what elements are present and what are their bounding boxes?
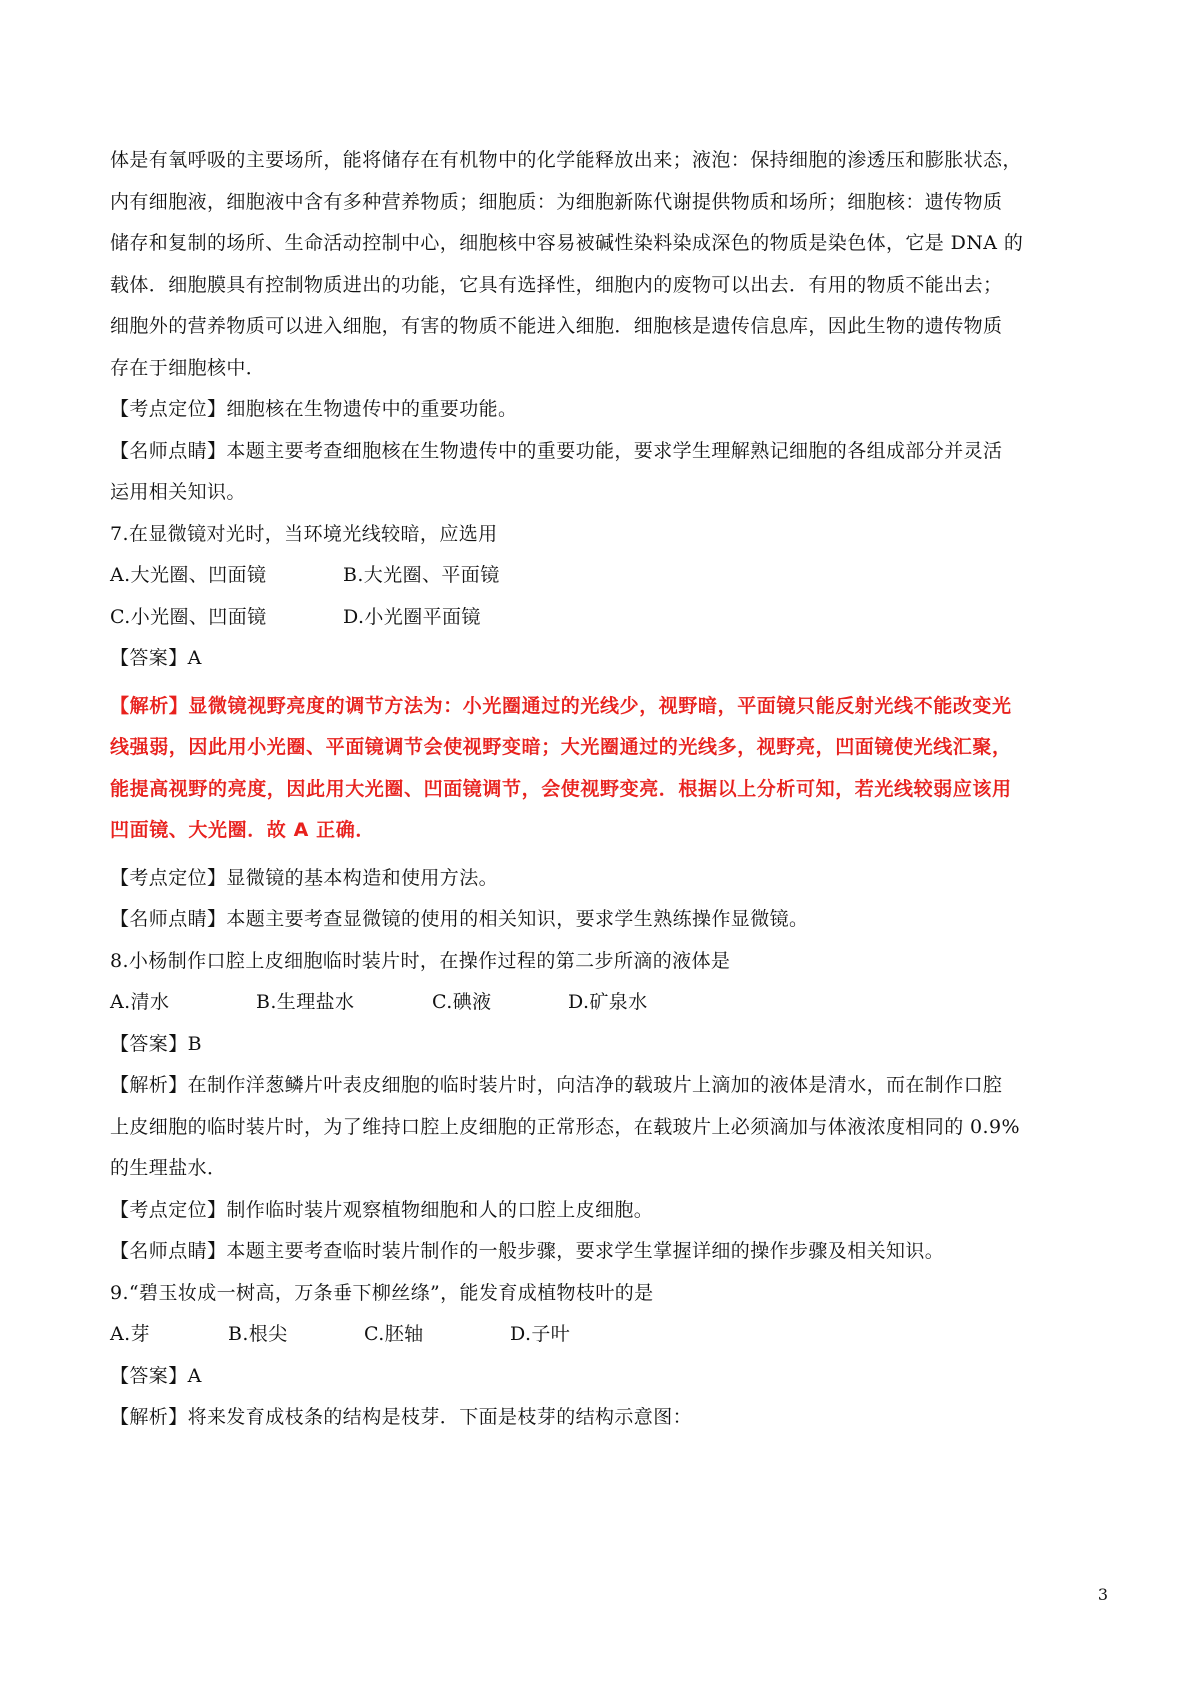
text-line: 存在于细胞核中． — [110, 356, 266, 379]
page-number: 3 — [1097, 1585, 1108, 1604]
q7-kaodian: 【考点定位】显微镜的基本构造和使用方法。 — [110, 866, 499, 889]
q8-kaodian: 【考点定位】制作临时装片观察植物细胞和人的口腔上皮细胞。 — [110, 1198, 654, 1221]
text-line: 细胞外的营养物质可以进入细胞，有害的物质不能进入细胞．细胞核是遗传信息库，因此生物的遗传物质 — [110, 315, 1003, 337]
q6-kaodian: 【考点定位】细胞核在生物遗传中的重要功能。 — [110, 398, 518, 420]
q8-options-row — [110, 982, 1100, 1024]
q9-option-c: C.胚轴 — [364, 1323, 424, 1345]
q7-option-b: B.大光圈、平面镜 — [343, 564, 500, 586]
q7-analysis-line: 【解析】显微镜视野亮度的调节方法为：小光圈通过的光线少，视野暗，平面镜只能反射光线不能改变光 — [110, 694, 1012, 717]
q7-option-a: A.大光圈、凹面镜 — [110, 564, 267, 586]
q9-options-row — [110, 1314, 1100, 1356]
q9-option-a: A.芽 — [110, 1323, 150, 1345]
q8-option-d: D.矿泉水 — [568, 991, 648, 1013]
q9-option-b: B.根尖 — [228, 1323, 288, 1345]
q8-analysis-line: 的生理盐水． — [110, 1157, 227, 1179]
q7-answer: 【答案】A — [110, 647, 202, 669]
q7-analysis — [110, 686, 1100, 852]
q7-stem: 7.在显微镜对光时，当环境光线较暗，应选用 — [110, 522, 498, 545]
q7-analysis-line: 线强弱，因此用小光圈、平面镜调节会使视野变暗；大光圈通过的光线多，视野亮，凹面镜使光线汇聚， — [110, 736, 1012, 758]
text-line: 内有细胞液，细胞液中含有多种营养物质；细胞质：为细胞新陈代谢提供物质和场所；细胞核：遗传物质 — [110, 190, 1003, 213]
q7-analysis-line: 能提高视野的亮度，因此用大光圈、凹面镜调节，会使视野变亮．根据以上分析可知，若光线较弱应该用 — [110, 777, 1012, 800]
question-9 — [110, 1273, 1100, 1439]
q9-option-d: D.子叶 — [510, 1323, 571, 1345]
text-line: 体是有氧呼吸的主要场所，能将储存在有机物中的化学能释放出来；液泡：保持细胞的渗透压和膨胀状态， — [110, 149, 1022, 171]
q9-stem: 9.“碧玉妆成一树高，万条垂下柳丝绦”，能发育成植物枝叶的是 — [110, 1281, 654, 1304]
q8-stem: 8.小杨制作口腔上皮细胞临时装片时，在操作过程的第二步所滴的液体是 — [110, 949, 731, 972]
text-line: 载体．细胞膜具有控制物质进出的功能，它具有选择性，细胞内的废物可以出去．有用的物质不能出去； — [110, 273, 1003, 296]
document-page — [110, 140, 1100, 1439]
q7-option-c: C.小光圈、凹面镜 — [110, 605, 267, 628]
q7-options-row — [110, 597, 1100, 639]
intro-paragraph — [110, 140, 1100, 389]
q7-analysis-line: 凹面镜、大光圈．故 A 正确． — [110, 819, 375, 841]
text-line: 储存和复制的场所、生命活动控制中心，细胞核中容易被碱性染料染成深色的物质是染色体，它是 DNA 的 — [110, 232, 1024, 254]
q8-analysis-line: 【解析】在制作洋葱鳞片叶表皮细胞的临时装片时，向洁净的载玻片上滴加的液体是清水，而在制作口腔 — [110, 1074, 1003, 1096]
q9-answer: 【答案】A — [110, 1364, 202, 1387]
q9-analysis: 【解析】将来发育成枝条的结构是枝芽．下面是枝芽的结构示意图： — [110, 1406, 693, 1428]
q7-option-d: D.小光圈平面镜 — [343, 605, 481, 628]
q8-answer: 【答案】B — [110, 1032, 202, 1055]
q7-options-row — [110, 555, 1100, 597]
q8-option-a: A.清水 — [110, 991, 170, 1013]
q8-option-c: C.碘液 — [432, 991, 492, 1013]
q8-mingshi: 【名师点睛】本题主要考查临时装片制作的一般步骤，要求学生掌握详细的操作步骤及相关知识。 — [110, 1240, 945, 1262]
q8-analysis-line: 上皮细胞的临时装片时，为了维持口腔上皮细胞的正常形态，在载玻片上必须滴加与体液浓度相同的 0.9% — [110, 1115, 1020, 1138]
question-8 — [110, 941, 1100, 1273]
question-7 — [110, 514, 1100, 941]
q6-mingshi-line: 运用相关知识。 — [110, 481, 246, 503]
q7-mingshi: 【名师点睛】本题主要考查显微镜的使用的相关知识，要求学生熟练操作显微镜。 — [110, 908, 809, 930]
q8-option-b: B.生理盐水 — [256, 991, 355, 1013]
q6-mingshi-line: 【名师点睛】本题主要考查细胞核在生物遗传中的重要功能，要求学生理解熟记细胞的各组成部分并灵活 — [110, 439, 1003, 462]
